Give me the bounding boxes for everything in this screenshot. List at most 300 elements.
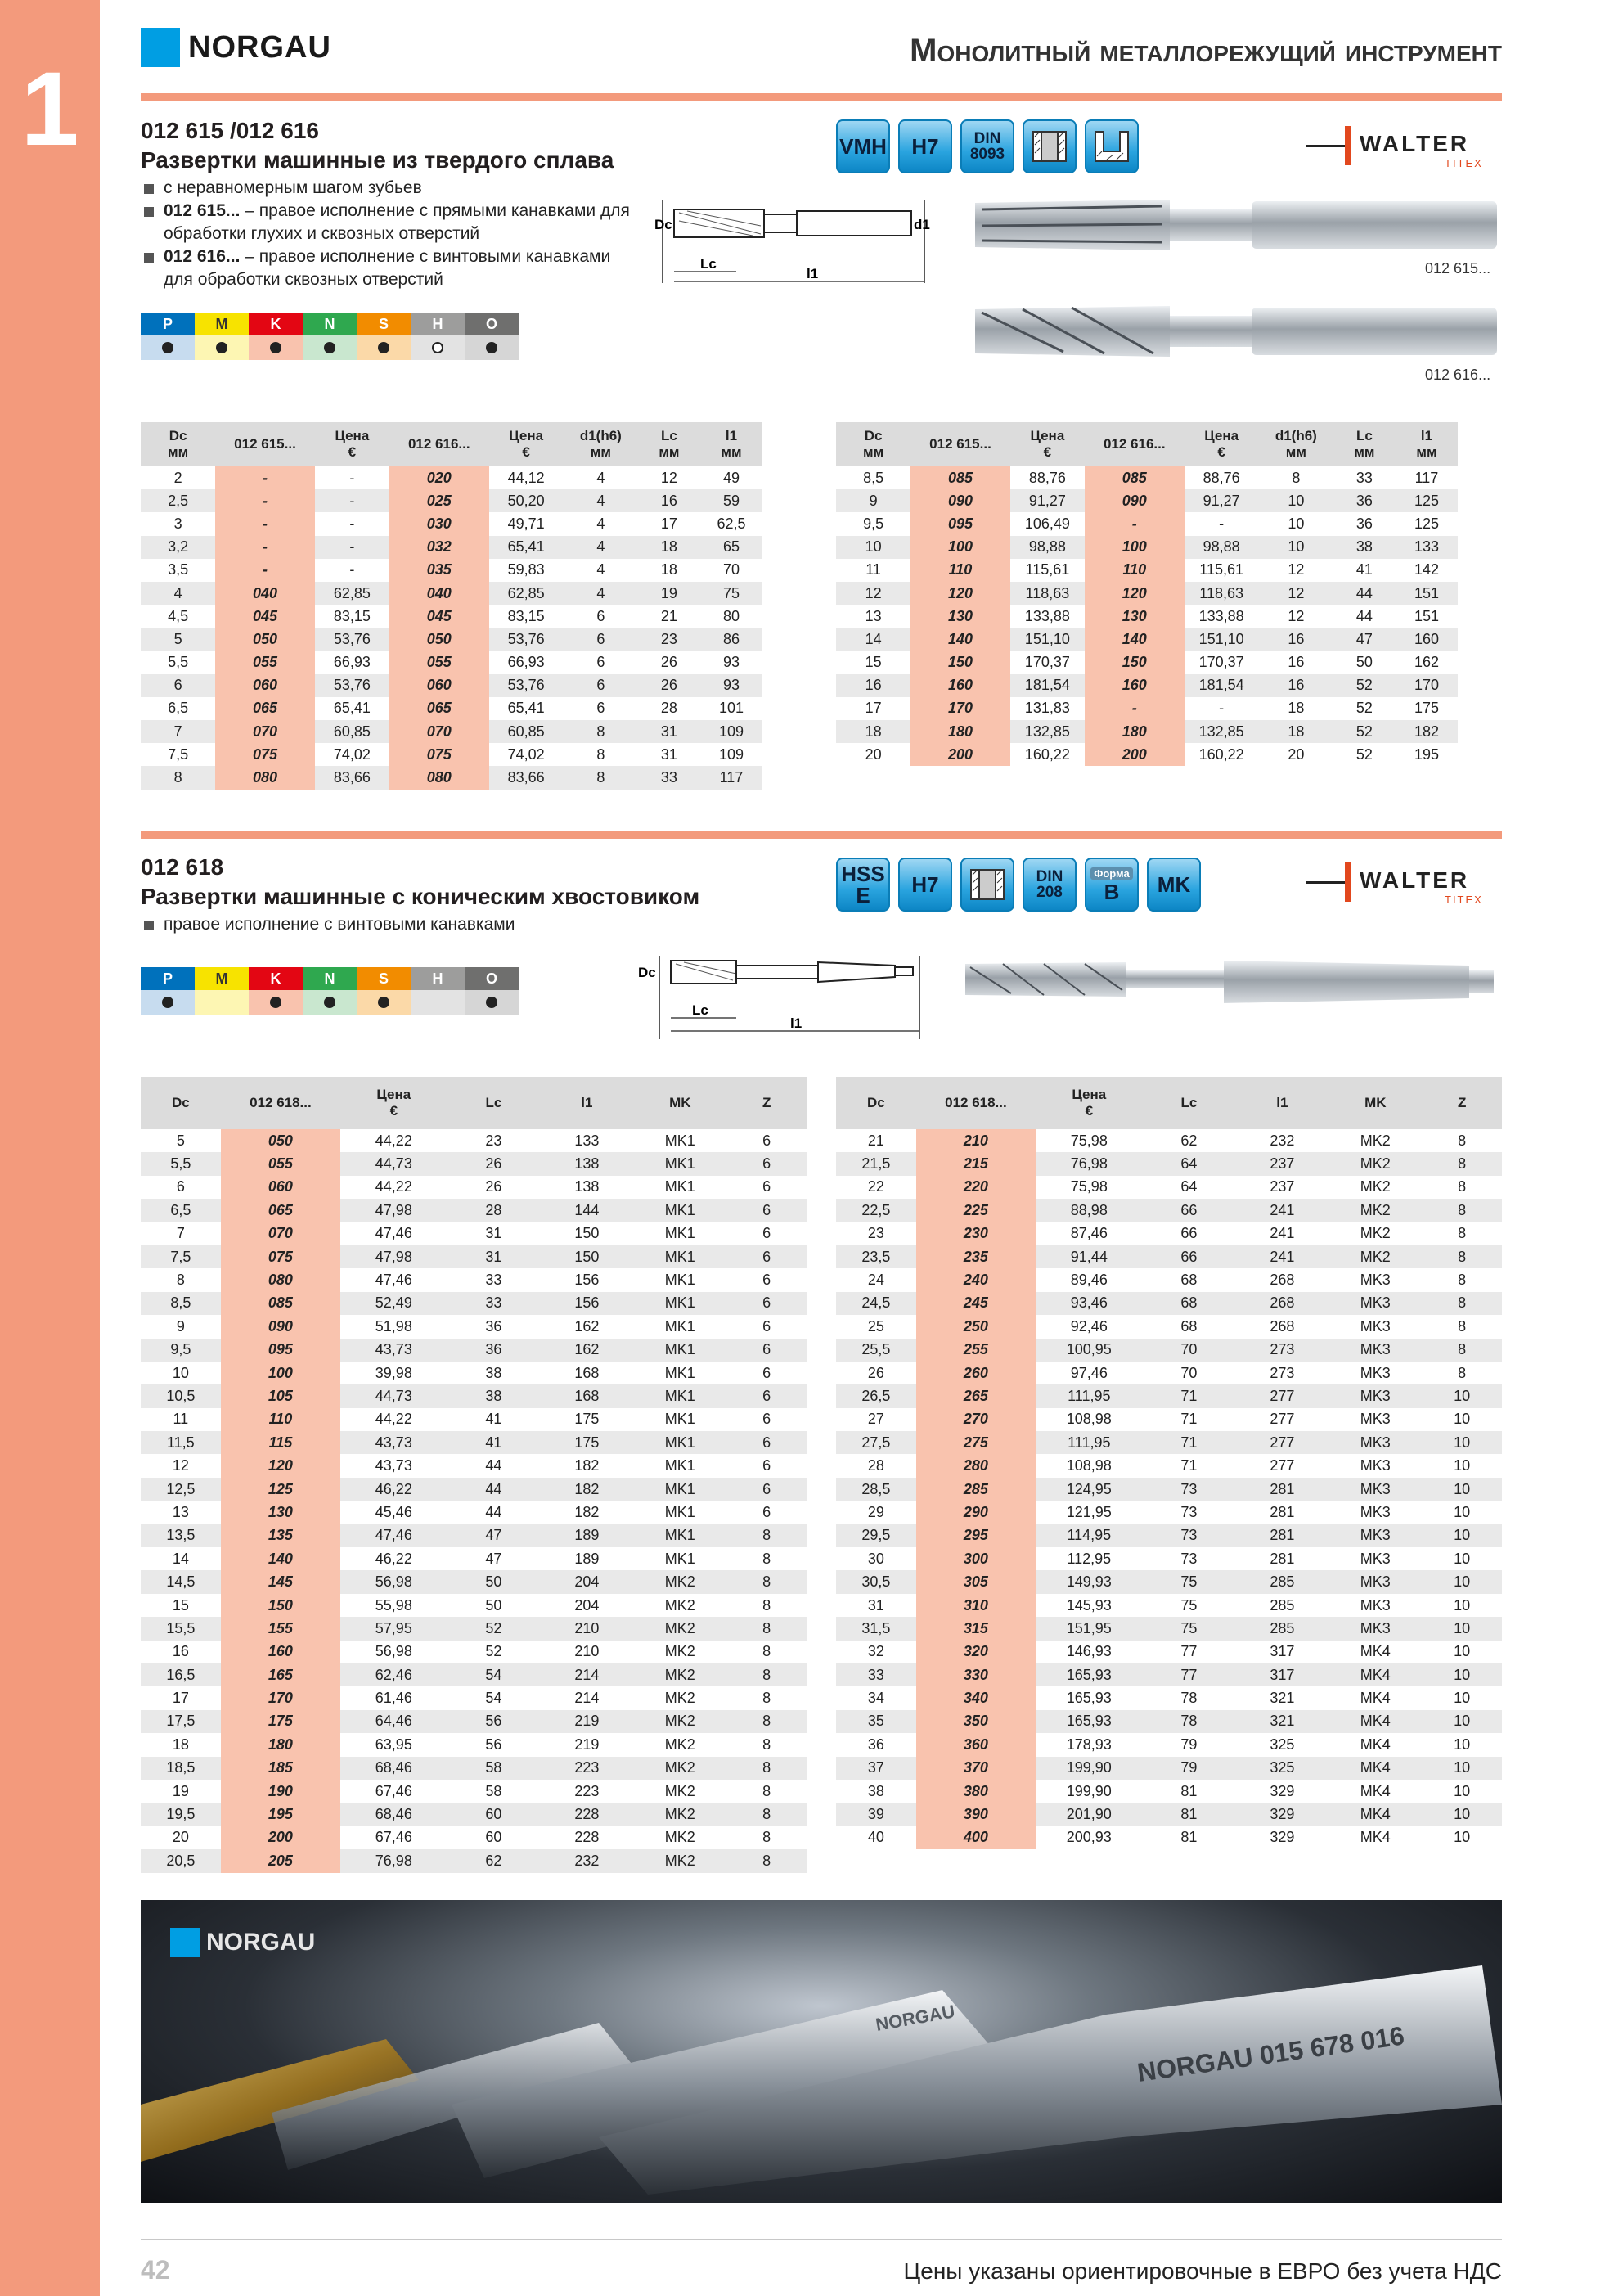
table-cell: 6 [176,1178,185,1195]
table-cell: 9 [836,489,910,512]
table-cell: 18 [660,561,677,579]
table-cell: MK4 [1360,1782,1391,1799]
material-o [465,313,519,360]
table-cell: 185 [221,1757,341,1780]
material-suitability [303,990,357,1015]
column-header [910,422,1010,466]
section2-table-right [836,1077,1502,1849]
table-row [141,605,762,628]
table-cell: 27,5 [836,1431,916,1454]
table-cell: 268 [1235,1292,1329,1315]
header-line-1: l1 [1276,1095,1288,1110]
table-row [141,1570,807,1593]
table-cell: 317 [1270,1643,1295,1660]
table-cell: 095 [910,512,1010,535]
table-cell: 22 [867,1178,884,1195]
table-cell: 8 [762,1596,771,1614]
header-line-2: € [1217,444,1225,460]
table-cell: 8 [726,1803,807,1826]
table-cell: MK1 [664,1503,695,1520]
table-cell: 6 [596,700,605,717]
badge-din [1023,858,1077,912]
table-row [836,1501,1502,1524]
section2-material-grid [141,967,519,1015]
header-line-1: Dc [864,428,883,443]
table-row [141,489,762,512]
suitability-dot-icon [270,342,281,353]
table-cell: 68,46 [340,1803,447,1826]
table-cell: MK3 [1329,1339,1422,1362]
table-cell: 68,46 [340,1757,447,1780]
table-cell: 53,76 [489,628,564,651]
table-cell: MK2 [633,1849,726,1872]
table-cell: 182 [574,1457,600,1474]
table-cell: 43,73 [375,1457,412,1474]
table-row [141,720,762,743]
table-cell: 8 [726,1849,807,1872]
table-cell: - [1219,515,1225,532]
table-cell: MK1 [633,1199,726,1222]
table-row [836,1245,1502,1268]
table-cell: 44,73 [340,1384,447,1407]
table-cell: 49 [722,469,740,486]
table-cell: 168 [574,1364,600,1381]
table-cell: 91,44 [1036,1245,1142,1268]
header-line-1: Dc [866,1095,885,1110]
header-line-2: € [389,1103,398,1119]
walter-titex-logo [1306,124,1502,182]
material-o [465,967,519,1015]
table-cell: 60 [447,1803,540,1826]
table-cell: 49,71 [507,515,545,532]
table-row [836,1780,1502,1803]
table-cell: 36 [1333,489,1396,512]
badge-mk [1147,858,1201,912]
table-cell: 120 [1085,582,1185,605]
table-cell: 300 [916,1547,1036,1570]
table-cell: MK2 [633,1803,726,1826]
table-cell: 140 [221,1547,341,1570]
badge-main: H7 [911,872,939,897]
table-cell: 032 [389,536,489,559]
table-cell: 175 [540,1431,633,1454]
table-cell: 135 [221,1524,341,1547]
table-cell: 277 [1235,1431,1329,1454]
table-cell: 265 [916,1384,1036,1407]
material-suitability [195,990,249,1015]
table-cell: 350 [916,1710,1036,1733]
table-cell: 285 [916,1478,1036,1501]
table-cell: MK2 [1329,1245,1422,1268]
table-cell: MK2 [664,1782,695,1799]
table-cell: 6 [762,1503,771,1520]
table-cell: 281 [1235,1524,1329,1547]
table-cell: 070 [389,720,489,743]
table-cell: 19,5 [141,1803,221,1826]
table-cell: 8 [1422,1292,1502,1315]
table-row [141,512,762,535]
table-cell: 4 [141,582,215,605]
table-cell: 165,93 [1036,1663,1142,1686]
header-line-1: Цена [1204,428,1239,443]
table-cell: 52 [485,1643,502,1660]
table-cell: MK1 [664,1178,695,1195]
table-cell: 30 [867,1550,884,1567]
table-cell: 320 [916,1641,1036,1663]
table-cell: 41 [447,1431,540,1454]
walter-name: WALTER [1360,131,1470,156]
section2-table-left [141,1077,807,1873]
table-cell: 180 [221,1733,341,1756]
table-cell: MK2 [664,1690,695,1707]
badge-main: DIN [973,130,1001,147]
header-row [836,1077,1502,1129]
bullet-item [141,200,640,245]
suitability-dot-icon [378,997,389,1008]
table-cell: 121,95 [1066,1503,1112,1520]
table-cell: 17,5 [141,1710,221,1733]
header-line-1: Z [762,1095,771,1110]
table-row [141,1686,807,1709]
table-cell: 47 [485,1550,502,1567]
bullet-text: правое исполнение с винтовыми канавками [164,915,515,934]
table-cell: 97,46 [1070,1364,1108,1381]
table-row [836,1757,1502,1780]
badge-sub: E [856,883,870,907]
table-cell: 39 [836,1803,916,1826]
table-cell: 8 [762,1829,771,1846]
table-cell: 75 [1142,1570,1235,1593]
table-cell: 151 [1396,582,1458,605]
table-cell: 050 [389,628,489,651]
table-row [141,1524,807,1547]
table-cell: 6 [762,1272,771,1289]
table-cell: 33 [447,1292,540,1315]
table-cell: 255 [916,1339,1036,1362]
table-cell: 215 [916,1152,1036,1175]
table-cell: 6 [596,654,605,671]
table-cell: 8 [1458,1272,1467,1289]
table-cell: 12 [172,1457,189,1474]
walter-mark-icon [1345,126,1351,165]
column-header [700,422,762,466]
table-cell: 70 [722,561,740,579]
header-line-1: Цена [1072,1087,1107,1102]
table-cell: 075 [215,743,315,766]
table-cell: MK4 [1360,1829,1391,1846]
table-cell: MK3 [1329,1617,1422,1640]
table-cell: 26 [660,654,677,671]
table-cell: 44 [447,1478,540,1501]
table-row [836,1176,1502,1199]
table-cell: 17 [172,1690,189,1707]
table-cell: 155 [221,1617,341,1640]
table-cell: 62 [447,1849,540,1872]
table-cell: 10 [1259,536,1333,559]
table-cell: MK3 [1360,1317,1391,1335]
table-cell: MK3 [1360,1503,1391,1520]
table-cell: 150 [1085,651,1185,674]
table-cell: 4 [564,489,638,512]
table-cell: 18 [836,720,910,743]
table-cell: 13 [865,607,882,624]
table-cell: MK1 [664,1132,695,1149]
table-cell: 160 [910,674,1010,697]
table-cell: 81 [1180,1829,1198,1846]
table-cell: 57,95 [340,1617,447,1640]
table-cell: 181,54 [1010,674,1085,697]
column-header [141,422,215,466]
table-cell: MK4 [1329,1803,1422,1826]
table-cell: 8 [564,720,638,743]
dc-label: Dc [654,217,672,232]
header-line-1: Dc [171,1095,190,1110]
table-cell: 10 [1259,489,1333,512]
badge-main: H7 [911,134,939,159]
table-cell: 162 [574,1317,600,1335]
table-cell: 81 [1180,1782,1198,1799]
table-cell: 055 [221,1152,341,1175]
table-cell: 110 [221,1408,341,1431]
table-cell: 6 [726,1199,807,1222]
table-cell: 8 [1422,1199,1502,1222]
table-cell: 8 [1292,469,1301,486]
table-row [141,1408,807,1431]
table-cell: 6 [564,674,638,697]
table-cell: MK1 [664,1411,695,1428]
section2-bullets [141,913,713,936]
table-cell: 66,93 [333,654,371,671]
table-cell: 150 [540,1245,633,1268]
material-letter: O [465,313,519,335]
table-cell: 108,98 [1066,1457,1112,1474]
section2-divider [141,831,1502,839]
table-cell: 25,5 [836,1339,916,1362]
table-row [141,1780,807,1803]
table-cell: MK2 [1360,1225,1391,1242]
table-cell: 100 [910,536,1010,559]
table-cell: 20 [865,745,882,763]
table-cell: 050 [221,1129,341,1152]
walter-line-icon [1306,145,1347,147]
table-cell: 145,93 [1066,1596,1112,1614]
table-cell: 33 [638,766,700,789]
table-cell: 150 [574,1225,600,1242]
material-suitability [195,335,249,360]
table-cell: MK2 [664,1643,695,1660]
table-cell: 18 [1288,700,1305,717]
table-cell: 285 [1270,1596,1295,1614]
table-cell: 110 [1085,559,1185,582]
table-cell: 31 [638,720,700,743]
walter-mark-icon [1345,862,1351,902]
table-cell: 281 [1270,1550,1295,1567]
badge-h7 [898,858,952,912]
table-cell: 245 [916,1292,1036,1315]
table-cell: 10 [1454,1643,1471,1660]
table-cell: 52 [1333,720,1396,743]
table-cell: 50,20 [489,489,564,512]
table-cell: 025 [389,489,489,512]
table-cell: 204 [540,1570,633,1593]
header-line-1: Цена [376,1087,411,1102]
table-cell: 16 [638,489,700,512]
table-cell: MK4 [1329,1710,1422,1733]
table-cell: 54 [447,1663,540,1686]
table-cell: 44,22 [375,1411,412,1428]
table-cell: 195 [221,1803,341,1826]
table-cell: 47 [447,1524,540,1547]
table-cell: 065 [221,1199,341,1222]
table-cell: 10 [1422,1431,1502,1454]
table-cell: 29 [867,1503,884,1520]
table-cell: 095 [221,1339,341,1362]
table-cell: 12 [1288,561,1305,579]
table-row [836,674,1458,697]
table-row [836,1408,1502,1431]
table-cell: 329 [1235,1803,1329,1826]
table-row [141,743,762,766]
table-cell: 9 [176,1317,185,1335]
column-header [1235,1077,1329,1129]
table-cell: 66 [1142,1199,1235,1222]
table-cell: 62,85 [489,582,564,605]
walter-sub: TITEX [1445,157,1483,169]
table-cell: 28 [660,700,677,717]
table-cell: 12 [1288,607,1305,624]
column-header [489,422,564,466]
table-row [836,1547,1502,1570]
material-suitability [411,990,465,1015]
table-cell: 125 [1396,489,1458,512]
column-header [315,422,389,466]
table-cell: 75 [1180,1596,1198,1614]
table-cell: 62,5 [717,515,746,532]
badge-h7 [898,119,952,173]
material-suitability [411,335,465,360]
table-cell: 2 [173,469,182,486]
table-cell: 26 [638,674,700,697]
badge-main: HSS [841,862,885,886]
table-cell: MK3 [1360,1411,1391,1428]
table-cell: 44,22 [375,1132,412,1149]
table-cell: 277 [1270,1411,1295,1428]
table-cell: 310 [916,1594,1036,1617]
table-row [141,1384,807,1407]
table-cell: 340 [916,1686,1036,1709]
table-row [141,1849,807,1872]
table-cell: 150 [221,1594,341,1617]
table-row [141,1663,807,1686]
table-cell: 130 [1085,605,1185,628]
walter-titex-logo-2 [1306,861,1502,918]
table-cell: MK4 [1329,1757,1422,1780]
table-cell: 21 [867,1132,884,1149]
table-cell: 23 [485,1132,502,1149]
table-cell: 8 [762,1643,771,1660]
material-letter: S [357,313,411,335]
header-line-1: Lc [485,1095,502,1110]
table-cell: MK3 [1360,1550,1391,1567]
table-cell: 10 [1454,1782,1471,1799]
table-cell: 78 [1180,1690,1198,1707]
table-cell: 26,5 [836,1384,916,1407]
table-row [141,1268,807,1291]
table-cell: 140 [1085,628,1185,651]
table-cell: 36 [485,1317,502,1335]
table-cell: 315 [916,1617,1036,1640]
table-cell: 59 [700,489,762,512]
table-cell: 18 [1259,720,1333,743]
table-cell: MK3 [1329,1570,1422,1593]
table-row [836,1362,1502,1384]
table-cell: 281 [1270,1503,1295,1520]
table-row [836,1686,1502,1709]
table-cell: 277 [1270,1457,1295,1474]
material-letter: H [411,313,465,335]
table-row [141,1431,807,1454]
section-sidebar [0,0,100,2296]
table-cell: 070 [221,1222,341,1245]
header-row [141,1077,807,1129]
table-cell: 7,5 [141,1245,221,1268]
table-cell: 151,95 [1036,1617,1142,1640]
suitability-dot-icon [486,342,497,353]
table-cell: MK4 [1360,1643,1391,1660]
table-cell: MK1 [664,1272,695,1289]
table-row [836,720,1458,743]
table-cell: 21 [660,607,677,624]
table-cell: 47,46 [340,1524,447,1547]
table-cell: 8 [726,1524,807,1547]
header-line-1: l1 [725,428,738,443]
table-cell: 41 [1355,561,1373,579]
table-row [836,1663,1502,1686]
header-line-1: 012 618... [250,1095,312,1110]
table-cell: 93 [700,674,762,697]
table-cell: MK1 [633,1292,726,1315]
table-cell: 325 [1270,1736,1295,1753]
table-cell: 380 [916,1780,1036,1803]
table-row [836,1384,1502,1407]
table-cell: 330 [916,1663,1036,1686]
table-cell: 28 [447,1199,540,1222]
table-cell: 80 [722,607,740,624]
table-cell: 4 [564,582,638,605]
section1-name: Развертки машинные из твердого сплава [141,147,614,173]
table-cell: 10 [1454,1550,1471,1567]
table-cell: 290 [916,1501,1036,1524]
table-cell: 15 [172,1596,189,1614]
table-cell: 16 [1259,628,1333,651]
table-cell: MK4 [1329,1663,1422,1686]
table-row [836,466,1458,489]
reamer-photo-616 [965,295,1505,368]
table-cell: 329 [1270,1829,1295,1846]
table-cell: 89,46 [1070,1272,1108,1289]
table-cell: 93,46 [1036,1292,1142,1315]
table-cell: 165,93 [1036,1710,1142,1733]
material-suitability [357,335,411,360]
material-h [411,967,465,1015]
table-cell: 240 [916,1268,1036,1291]
table-cell: 10 [172,1364,189,1381]
table-cell: MK3 [1360,1272,1391,1289]
table-cell: MK2 [633,1570,726,1593]
table-cell: 204 [574,1596,600,1614]
column-header [1036,1077,1142,1129]
table-cell: 241 [1235,1199,1329,1222]
